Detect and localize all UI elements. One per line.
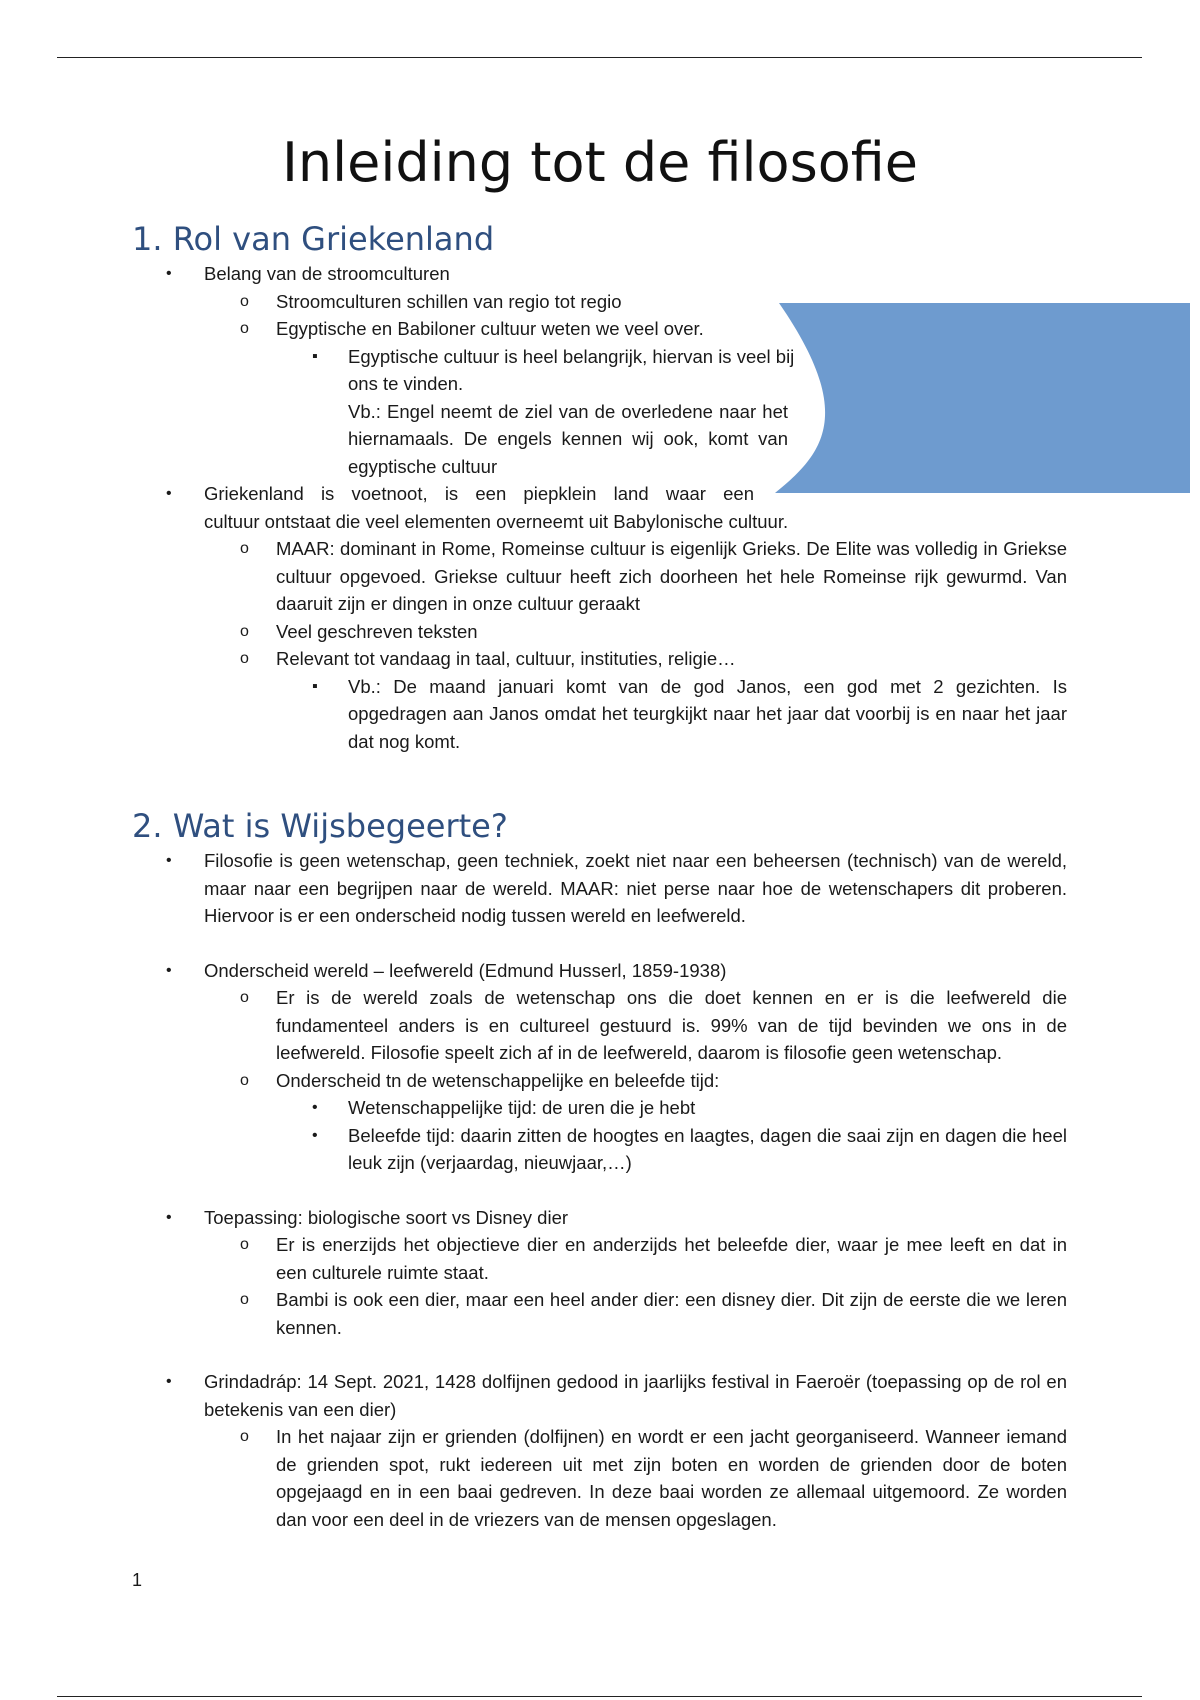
- document-title: Inleiding tot de filosofie: [281, 131, 918, 194]
- bullet-circle: o: [240, 622, 249, 640]
- document-body: [132, 218, 1067, 1533]
- bullet-dot: •: [166, 1373, 172, 1390]
- page-number: 1: [132, 1570, 143, 1590]
- section-heading-2: 2. Wat is Wijsbegeerte?: [132, 807, 508, 845]
- list-item: • Toepassing: biologische soort vs Disney dier: [132, 1204, 1067, 1232]
- list-item: o Bambi is ook een dier, maar een heel ander dier: een disney dier. Dit zijn de eerste die we leren kennen.: [132, 1286, 1067, 1341]
- bullet-circle: o: [240, 292, 249, 310]
- list-item: o Relevant tot vandaag in taal, cultuur, instituties, religie…: [132, 645, 1067, 673]
- bullet-square: ▪: [312, 677, 318, 695]
- bullet-circle: o: [240, 1071, 249, 1089]
- bullet-dot: •: [166, 961, 172, 979]
- bullet-circle: o: [240, 1428, 249, 1445]
- bullet-circle: o: [240, 1291, 249, 1308]
- bullet-dot: •: [166, 265, 172, 282]
- bullet-dot: •: [312, 1099, 318, 1116]
- bullet-dot: •: [166, 1208, 172, 1226]
- list-item: o MAAR: dominant in Rome, Romeinse cultuur is eigenlijk Grieks. De Elite was volledig in Griekse cultuur opgevoed. Griekse cultuur heeft zich doorheen het hele Romeinse rijk gewurmd. Van daaruit zijn er dingen in onze cultuur geraakt: [132, 535, 1067, 618]
- list-item: • Grindadráp: 14 Sept. 2021, 1428 dolfijnen gedood in jaarlijks festival in Faeroër (toepassing op de rol en betekenis van een dier): [132, 1368, 1067, 1423]
- list-item: o Stroomculturen schillen van regio tot regio: [132, 288, 1067, 316]
- section-2-list: [132, 847, 1067, 1533]
- bullet-circle: o: [240, 540, 249, 557]
- section-heading-1: 1. Rol van Griekenland: [132, 220, 495, 258]
- top-rule: [57, 57, 1142, 58]
- bullet-circle: o: [240, 650, 249, 667]
- list-item: ▪ Vb.: De maand januari komt van de god Janos, een god met 2 gezichten. Is opgedragen aan Janos omdat het teurgkijkt naar het jaar dat voorbij is en naar het jaar dat nog komt.: [132, 673, 1067, 756]
- list-item: o Egyptische en Babiloner cultuur weten we veel over.: [132, 315, 1067, 343]
- list-item: o Er is de wereld zoals de wetenschap ons die doet kennen en er is die leefwereld die fundamenteel anders is en cultureel gestuurd is. 99% van de tijd bevinden we ons in de leefwereld. Filosofie speelt zich af in de leefwereld, daarom is filosofie geen wetenschap.: [132, 984, 1067, 1067]
- bottom-rule: [57, 1696, 1142, 1697]
- list-item: • Wetenschappelijke tijd: de uren die je hebt: [132, 1094, 1067, 1122]
- bullet-circle: o: [240, 320, 249, 337]
- bullet-dot: •: [166, 485, 172, 502]
- bullet-circle: o: [240, 1236, 249, 1253]
- list-item: • Onderscheid wereld – leefwereld (Edmund Husserl, 1859-1938): [132, 957, 1067, 985]
- bullet-circle: o: [240, 989, 249, 1006]
- list-item: o Onderscheid tn de wetenschappelijke en beleefde tijd:: [132, 1067, 1067, 1095]
- list-item: ▪ Egyptische cultuur is heel belangrijk, hiervan is veel bij ons te vinden. Vb.: Engel neemt de ziel van de overledene naar het hiernamaals. De engels kennen wij ook, komt van egyptische cultuur: [132, 343, 1067, 481]
- list-item: • Griekenland is voetnoot, is een piepklein land waar een cultuur ontstaat die veel elementen overneemt uit Babylonische cultuur.: [132, 480, 1067, 535]
- list-item: • Filosofie is geen wetenschap, geen techniek, zoekt niet naar een beheersen (technisch) van de wereld, maar naar een begrijpen naar de wereld. MAAR: niet perse naar hoe de wetenschapers dit proberen. Hiervoor is er een onderscheid nodig tussen wereld en leefwereld.: [132, 847, 1067, 930]
- list-item: o Er is enerzijds het objectieve dier en anderzijds het beleefde dier, waar je mee leeft en dat in een culturele ruimte staat.: [132, 1231, 1067, 1286]
- list-item: o In het najaar zijn er grienden (dolfijnen) en wordt er een jacht georganiseerd. Wanneer iemand de grienden spot, rukt iedereen uit met zijn boten en worden de grienden door de boten opgejaagd en in een baai gedreven. In deze baai worden ze allemaal uitgemoord. Ze worden dan voor een deel in de vriezers van de mensen opgeslagen.: [132, 1423, 1067, 1533]
- list-item: • Belang van de stroomculturen: [132, 260, 1067, 288]
- list-item: • Beleefde tijd: daarin zitten de hoogtes en laagtes, dagen die saai zijn en dagen die heel leuk zijn (verjaardag, nieuwjaar,…): [132, 1122, 1067, 1177]
- list-item: o Veel geschreven teksten: [132, 618, 1067, 646]
- section-1-list: [132, 260, 1067, 755]
- bullet-square: ▪: [312, 347, 318, 365]
- bullet-dot: •: [166, 852, 172, 869]
- bullet-dot: •: [312, 1126, 318, 1144]
